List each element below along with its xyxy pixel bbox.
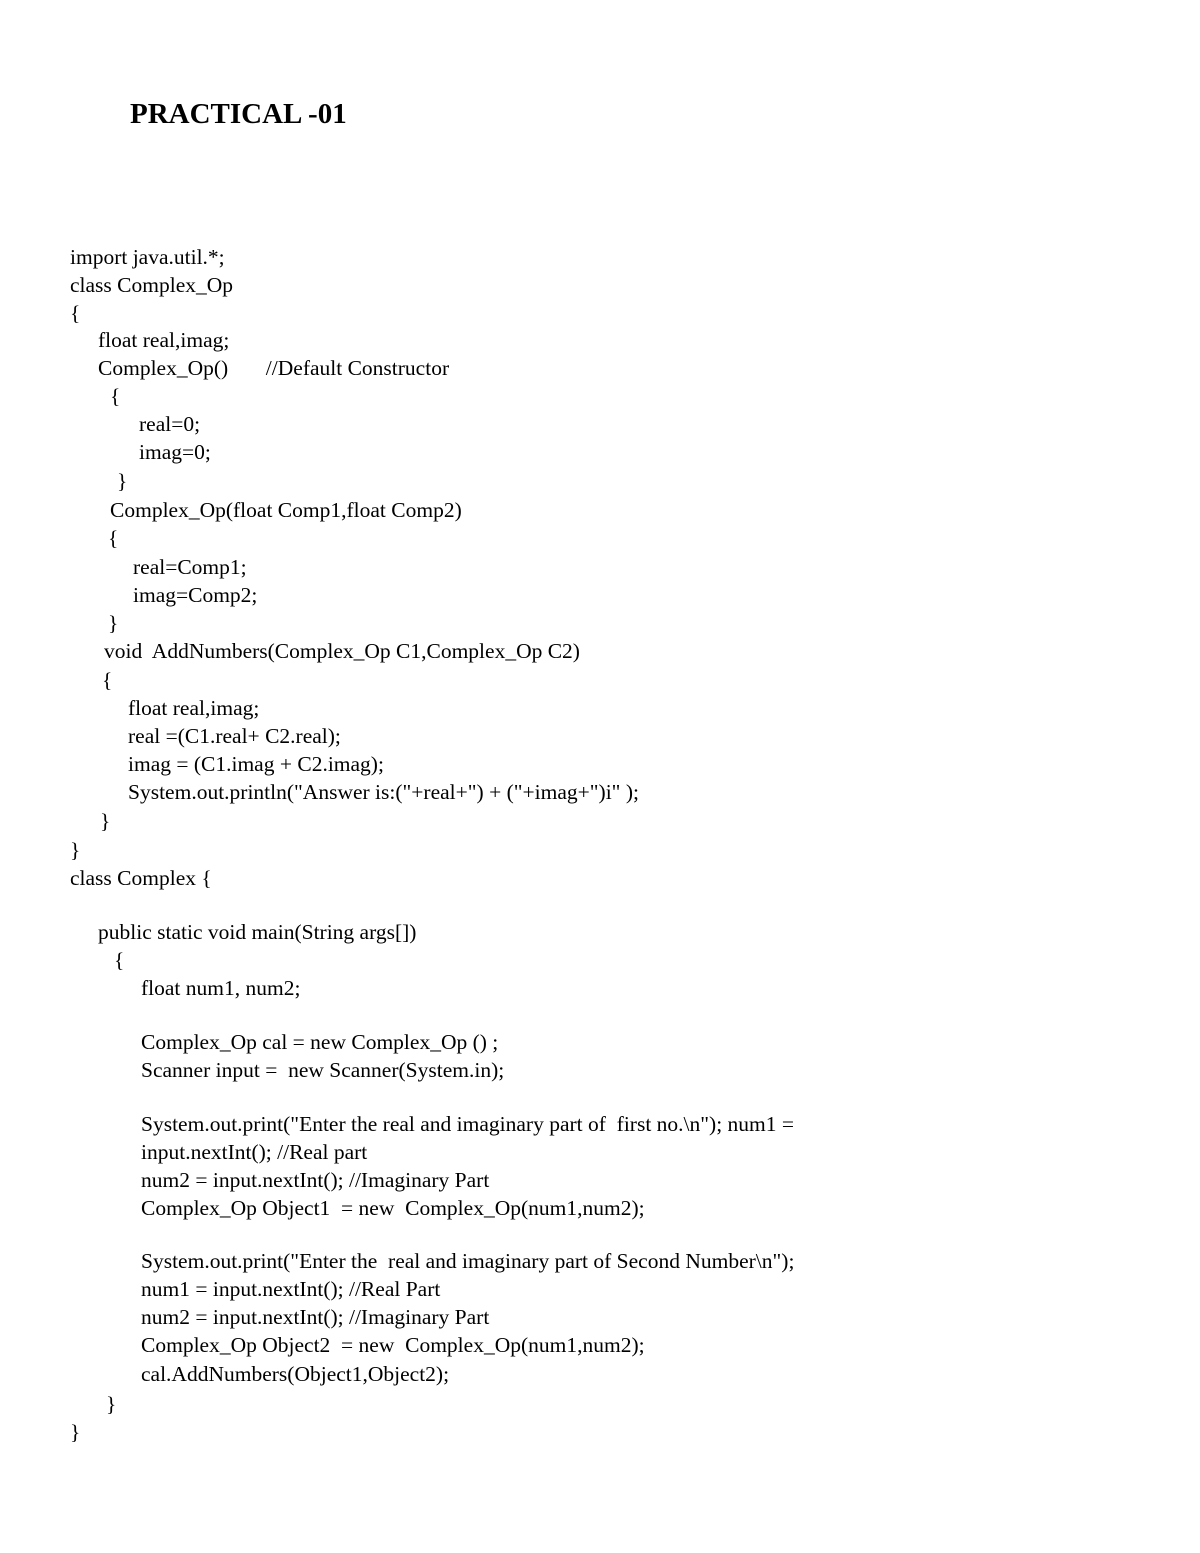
code-line: num2 = input.nextInt(); //Imaginary Part: [141, 1305, 490, 1329]
code-line: Complex_Op Object1 = new Complex_Op(num1,num2);: [141, 1196, 645, 1220]
code-line: void AddNumbers(Complex_Op C1,Complex_Op C2): [104, 639, 580, 663]
code-line: Complex_Op Object2 = new Complex_Op(num1,num2);: [141, 1333, 645, 1357]
code-line: cal.AddNumbers(Object1,Object2);: [141, 1362, 450, 1386]
code-line: }: [106, 1392, 117, 1416]
code-line: }: [100, 809, 111, 833]
code-line: {: [110, 384, 121, 408]
code-line: num2 = input.nextInt(); //Imaginary Part: [141, 1168, 490, 1192]
code-line: System.out.println("Answer is:("+real+") + ("+imag+")i" );: [128, 780, 639, 804]
code-line: Scanner input = new Scanner(System.in);: [141, 1058, 505, 1082]
code-line: {: [70, 301, 81, 325]
code-line: }: [70, 838, 81, 862]
code-listing: [70, 0, 1170, 1553]
code-line: real =(C1.real+ C2.real);: [128, 724, 341, 748]
code-line: public static void main(String args[]): [98, 920, 417, 944]
code-line: Complex_Op(float Comp1,float Comp2): [110, 498, 462, 522]
code-line: }: [70, 1420, 81, 1444]
code-line: real=0;: [139, 412, 201, 436]
code-line: {: [102, 668, 113, 692]
code-line: imag=Comp2;: [133, 583, 258, 607]
code-line: float num1, num2;: [141, 976, 301, 1000]
code-line: import java.util.*;: [70, 245, 225, 269]
page-title: PRACTICAL -01: [130, 98, 347, 130]
code-line: class Complex_Op: [70, 273, 234, 297]
code-line: float real,imag;: [98, 328, 230, 352]
code-line: float real,imag;: [128, 696, 260, 720]
code-line: imag=0;: [139, 440, 211, 464]
code-line: {: [108, 526, 119, 550]
code-line: }: [108, 611, 119, 635]
code-line: imag = (C1.imag + C2.imag);: [128, 752, 384, 776]
code-line: input.nextInt(); //Real part: [141, 1140, 368, 1164]
code-line: System.out.print("Enter the real and imaginary part of Second Number\n");: [141, 1249, 795, 1273]
code-line: Complex_Op cal = new Complex_Op () ;: [141, 1030, 499, 1054]
code-line: System.out.print("Enter the real and imaginary part of first no.\n"); num1 =: [141, 1112, 795, 1136]
code-line: class Complex {: [70, 866, 212, 890]
code-line: Complex_Op() //Default Constructor: [98, 356, 450, 380]
code-line: real=Comp1;: [133, 555, 247, 579]
code-line: {: [114, 948, 125, 972]
code-line: }: [117, 469, 128, 493]
code-line: num1 = input.nextInt(); //Real Part: [141, 1277, 441, 1301]
